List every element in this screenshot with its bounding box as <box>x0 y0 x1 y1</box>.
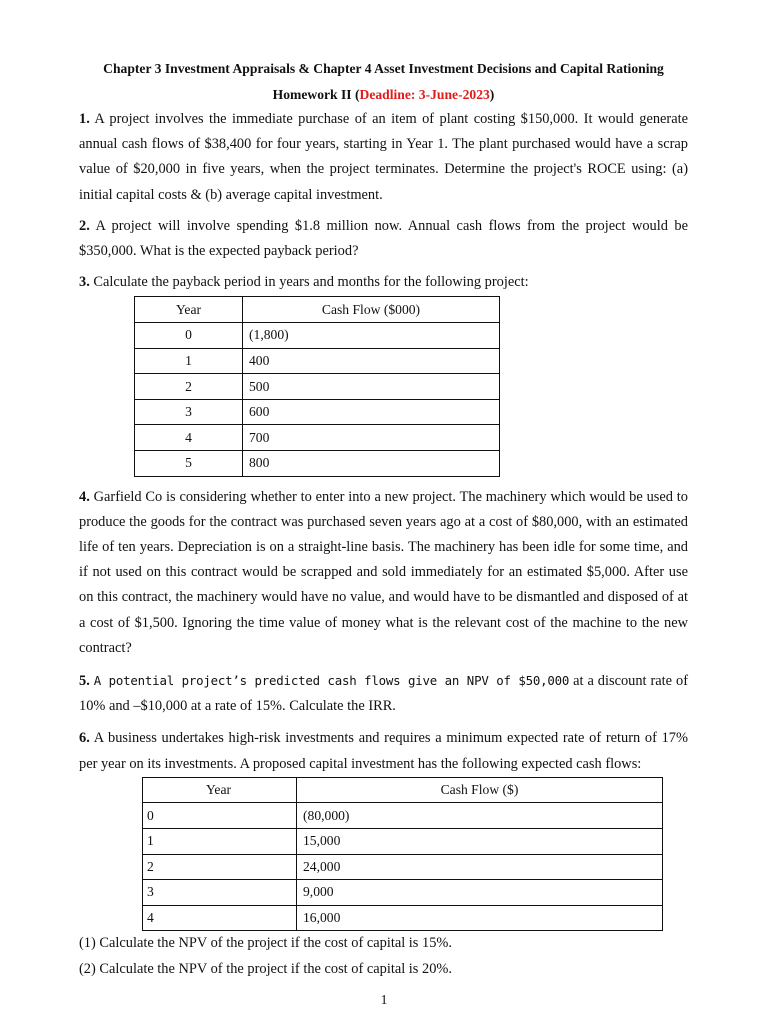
question-text: Garfield Co is considering whether to enter into a new project. The machinery which would be used to produce the goods for the contract was purchased seven years ago at a cost of $80,000, with an estimated life of ten years. Depreciation is on a straight-line basis. The machinery has been idle for some time, and if not used on this contract would be scrapped and sold immediately for an estimated $5,000. After use on this contract, the machinery would have no value, and would have to be dismantled and disposed of at a cost of $1,500. Ignoring the time value of money what is the relevant cost of the machine to the new contract? <box>79 488 688 656</box>
question-number: 2. <box>79 217 90 234</box>
table-header-row <box>135 297 500 323</box>
table-row <box>135 323 500 349</box>
homework-suffix: ) <box>489 87 495 102</box>
table-row <box>135 425 500 451</box>
table-cell-cashflow: 15,000 <box>297 829 663 855</box>
table-cell-cashflow: (80,000) <box>297 803 663 829</box>
table-row <box>143 880 663 906</box>
question-text: at a discount rate of 10% and –$10,000 at a rate of 15%. Calculate the IRR. <box>79 673 688 715</box>
question-4 <box>79 485 688 661</box>
question-text: A business undertakes high-risk investments and requires a minimum expected rate of return of 17% per year on its investments. A proposed capital investment has the following expected cash flows: <box>79 730 688 772</box>
table-row <box>135 399 500 425</box>
question-text: A project involves the immediate purchase of an item of plant costing $150,000. It would generate annual cash flows of $38,400 for four years, starting in Year 1. The plant purchased would have a scrap value of $20,000 in five years, when the project terminates. Determine the project's ROCE using: (a) initial capital costs & (b) average capital investment. <box>79 111 688 203</box>
table-cell-year: 1 <box>135 348 243 374</box>
document-title: Chapter 3 Investment Appraisals & Chapter 4 Asset Investment Decisions and Capital Rationing <box>103 61 664 76</box>
table-cell-year: 2 <box>143 854 297 880</box>
table-cell-year: 2 <box>135 374 243 400</box>
question-number: 5. <box>79 673 90 689</box>
question-text: Calculate the payback period in years and months for the following project: <box>93 274 529 291</box>
table-cell-year: 3 <box>143 880 297 906</box>
payback-table <box>134 296 500 476</box>
table-cell-cashflow: 24,000 <box>297 854 663 880</box>
table-cell-cashflow: 500 <box>243 374 500 400</box>
question-text-mono: A potential project’s predicted cash flows give an NPV of $50,000 <box>93 673 570 688</box>
question-3 <box>79 270 688 295</box>
question-number: 4. <box>79 488 90 505</box>
table-row <box>143 829 663 855</box>
table-row <box>135 450 500 476</box>
table-cell-cashflow: (1,800) <box>243 323 500 349</box>
table-cell-year: 3 <box>135 399 243 425</box>
table-header-cashflow: Cash Flow ($) <box>297 777 663 803</box>
table-cell-year: 4 <box>135 425 243 451</box>
table-cell-cashflow: 9,000 <box>297 880 663 906</box>
question-2 <box>79 214 688 264</box>
table-header-row <box>143 777 663 803</box>
table-cell-year: 0 <box>143 803 297 829</box>
question-number: 6. <box>79 730 90 747</box>
table-cell-year: 1 <box>143 829 297 855</box>
question-6-part-1: (1) Calculate the NPV of the project if the cost of capital is 15%. <box>79 935 452 952</box>
table-row <box>143 803 663 829</box>
homework-prefix: Homework II ( <box>272 87 360 102</box>
question-6-part-2: (2) Calculate the NPV of the project if the cost of capital is 20%. <box>79 960 452 977</box>
table-row <box>143 905 663 931</box>
table-row <box>135 348 500 374</box>
table-cell-year: 5 <box>135 450 243 476</box>
table-cell-cashflow: 700 <box>243 425 500 451</box>
question-text: A project will involve spending $1.8 million now. Annual cash flows from the project would be $350,000. What is the expected payback period? <box>79 217 689 260</box>
table-row <box>135 374 500 400</box>
question-5 <box>79 668 688 719</box>
question-6 <box>79 726 688 776</box>
question-number: 3. <box>79 274 90 291</box>
document-page <box>79 56 688 982</box>
table-cell-year: 4 <box>143 905 297 931</box>
question-number: 1. <box>79 111 90 127</box>
table-header-cashflow: Cash Flow ($000) <box>243 297 500 323</box>
table-cell-cashflow: 800 <box>243 450 500 476</box>
table-cell-cashflow: 600 <box>243 399 500 425</box>
npv-table <box>142 777 663 932</box>
deadline-text: Deadline: 3-June-2023 <box>359 87 490 102</box>
question-1 <box>79 107 688 208</box>
table-cell-year: 0 <box>135 323 243 349</box>
table-cell-cashflow: 16,000 <box>297 905 663 931</box>
table-header-year: Year <box>143 777 297 803</box>
homework-heading <box>79 82 688 108</box>
table-row <box>143 854 663 880</box>
page-number: 1 <box>380 992 388 1007</box>
table-header-year: Year <box>135 297 243 323</box>
table-cell-cashflow: 400 <box>243 348 500 374</box>
